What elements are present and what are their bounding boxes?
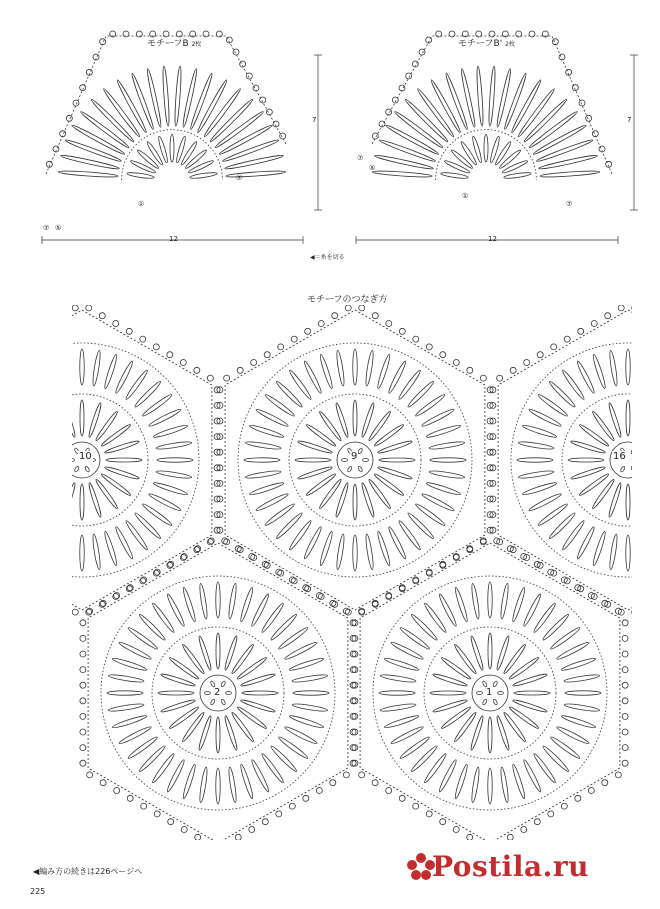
motif-b2-height-line <box>630 55 638 210</box>
motif-b2-title: モチーフB' 2枚 <box>458 39 515 49</box>
motif-b2-row-mark-7b: ⑦ <box>566 200 573 208</box>
motif-b-row-mark-7: ⑦ <box>43 224 50 232</box>
watermark-text: Postila.ru <box>432 850 589 883</box>
page-number: 225 <box>30 887 46 896</box>
continued-note: ◀編み方の続きは226ページへ <box>33 867 143 876</box>
motif-b-width: 12 <box>169 235 178 243</box>
motif-number-1: 1 <box>486 687 493 698</box>
motif-number-10: 10 <box>79 451 92 462</box>
motif-b-height-line <box>314 55 322 210</box>
motif-b-row-mark-1: ① <box>138 200 145 208</box>
motif-b-row-mark-7b: ⑦ <box>236 174 243 182</box>
motif-b2-row-mark-5: ⑤ <box>369 164 376 172</box>
motif-b2-row-mark-7: ⑦ <box>357 154 364 162</box>
motif-b-count: 2枚 <box>191 41 202 48</box>
motif-b2-width-line <box>356 236 618 244</box>
motif-b2-count: 2枚 <box>505 41 515 48</box>
motif-number-16: 16 <box>613 451 626 462</box>
motif-b-row-mark-5: ⑤ <box>55 224 62 232</box>
motif-b2-row-mark-1: ① <box>462 192 469 200</box>
cut-yarn-legend: ◀＝糸を切る <box>310 254 345 261</box>
motif-b-title: モチーフB 2枚 <box>147 39 202 49</box>
motif-number-2: 2 <box>214 687 221 698</box>
motif-b-height: 7 <box>312 116 317 124</box>
motif-b-chart <box>46 31 286 180</box>
motif-number-9: 9 <box>351 451 358 462</box>
motif-b2-height: 7 <box>627 116 632 124</box>
motif-b2-width: 12 <box>488 235 497 243</box>
motif-b2-chart <box>372 31 612 180</box>
joining-title: モチーフのつなぎ方 <box>307 295 388 305</box>
